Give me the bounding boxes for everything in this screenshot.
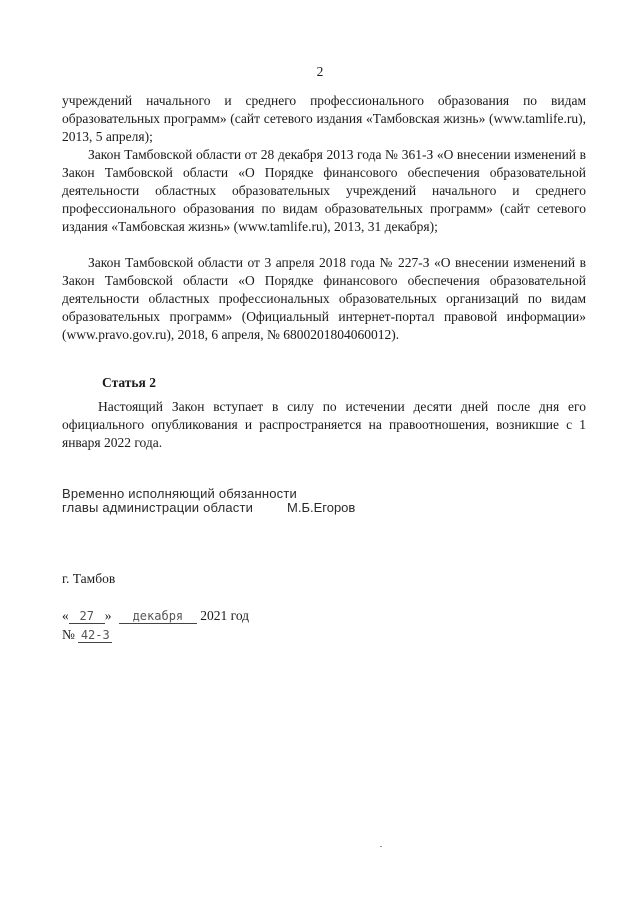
date-day: 27 bbox=[69, 609, 105, 624]
date-line bbox=[62, 608, 249, 624]
paragraph-2 bbox=[62, 146, 586, 236]
signer-name: М.Б.Егоров bbox=[287, 500, 356, 515]
signer-title-line-1: Временно исполняющий обязанности bbox=[62, 486, 297, 501]
paragraph-3 bbox=[62, 254, 586, 344]
date-open-quote: « bbox=[62, 608, 69, 623]
date-year: 2021 год bbox=[200, 608, 250, 623]
date-close-quote: » bbox=[104, 608, 112, 623]
paragraph-1-text: учреждений начального и среднего профессионального образования по видам образовательных программ» (сайт сетевого издания «Тамбовская жизнь» (www.tamlife.ru), 2013, 5 апреля); bbox=[62, 93, 586, 144]
paragraph-1 bbox=[62, 92, 586, 146]
signer-title-line-2: главы администрации области bbox=[62, 500, 254, 515]
law-number-line bbox=[62, 627, 112, 643]
law-number-prefix: № bbox=[62, 627, 75, 642]
date-month: декабря bbox=[119, 609, 197, 624]
law-number-value: 42-З bbox=[78, 628, 112, 643]
paragraph-3-text: Закон Тамбовской области от 3 апреля 2018 года № 227-З «О внесении изменений в Закон Тамбовской области «О Порядке финансового обеспечения образовательной деятельности областных профессиональных образовательных организаций по видам образовательных программ» (Официальный интернет-портал правовой информации» (www.pravo.gov.ru), 2018, 6 апреля, № 6800201804060012). bbox=[62, 255, 586, 342]
scan-speck bbox=[380, 846, 382, 847]
paragraph-4-text: Настоящий Закон вступает в силу по истечении десяти дней после дня его официального опубликования и распространяется на правоотношения, возникшие с 1 января 2022 года. bbox=[62, 399, 586, 450]
paragraph-2-text: Закон Тамбовской области от 28 декабря 2013 года № 361-З «О внесении изменений в Закон Тамбовской области «О Порядке финансового обеспечения образовательной деятельности областных образовательных учреждений начального и среднего профессионального образования по видам образовательных программ» (сайт сетевого издания «Тамбовская жизнь» (www.tamlife.ru), 2013, 31 декабря); bbox=[62, 147, 586, 234]
city: г. Тамбов bbox=[62, 571, 116, 586]
paragraph-4 bbox=[62, 398, 586, 452]
article-title: Статья 2 bbox=[102, 375, 156, 390]
page-number: 2 bbox=[316, 64, 324, 79]
